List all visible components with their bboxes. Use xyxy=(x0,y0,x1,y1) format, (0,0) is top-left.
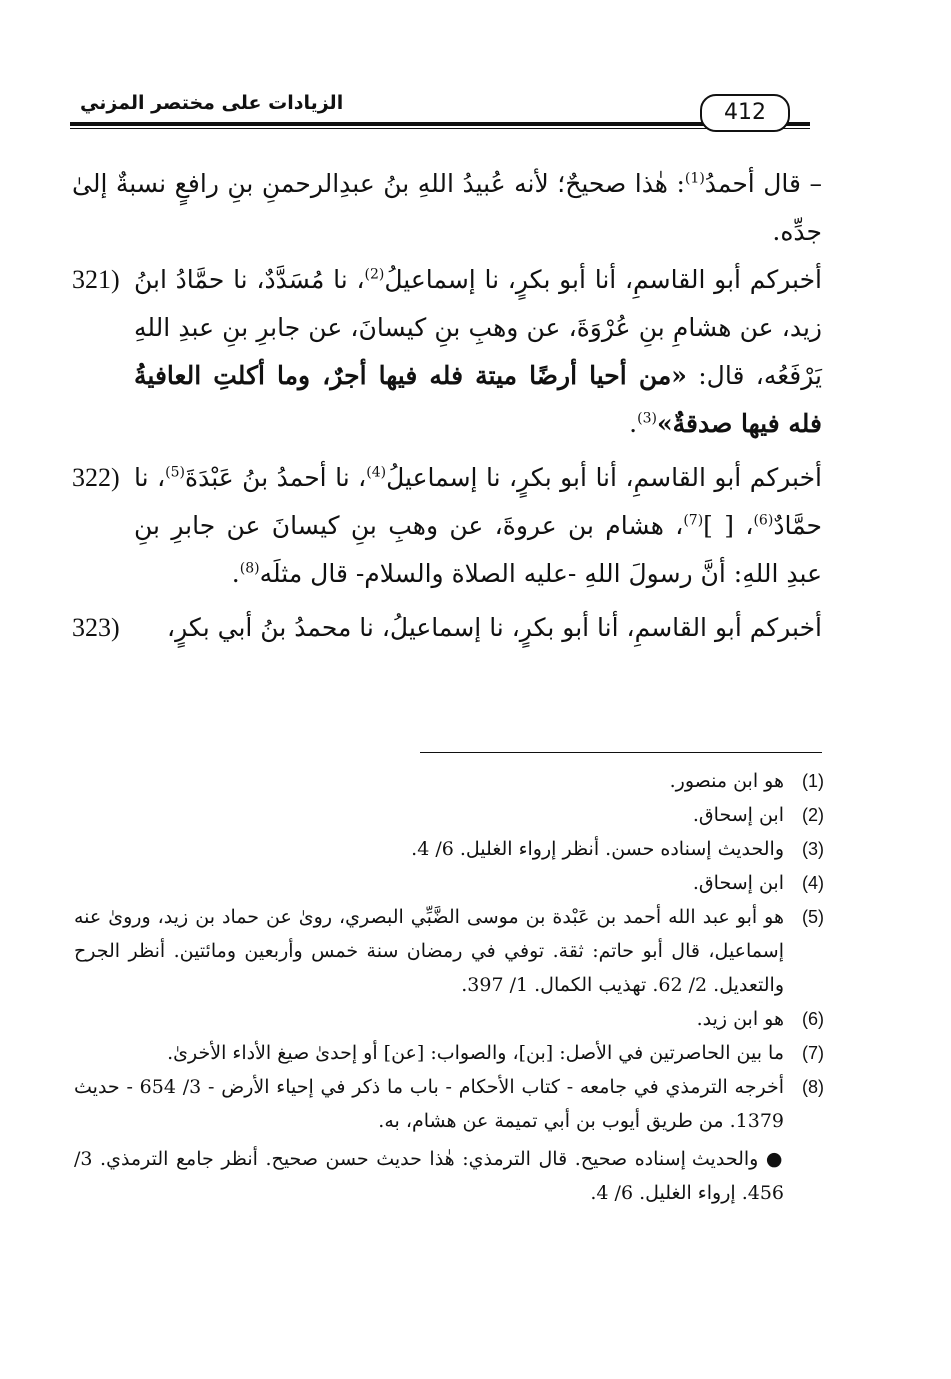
entry-number: 322) xyxy=(72,463,120,492)
footnote-bullet-note: ● والحديث إسناده صحيح. قال الترمذي: هٰذا حديث حسن صحيح. أنظر جامع الترمذي. 3/ 456. إرواء الغليل. 6/ 4. xyxy=(74,1148,784,1204)
footnote-ref: (6) xyxy=(753,512,774,529)
footnote-ref: (4) xyxy=(366,464,387,481)
footnote-ref: (5) xyxy=(165,464,185,481)
footnote-ref: (3) xyxy=(637,410,657,427)
footnote-ref: (8) xyxy=(239,560,260,577)
main-text xyxy=(72,160,822,652)
entry-number: 321) xyxy=(72,265,120,294)
hadith-text: «من أحيا أرضًا ميتة فله فيها أجرٌ، وما أكلتِ العافيةُ فله فيها صدقةٌ» xyxy=(134,361,822,438)
footnote: (8) أخرجه الترمذي في جامعه - كتاب الأحكام - باب ما ذكر في إحياء الأرض - 3/ 654 - حديث 1379. من طريق أيوب بن أبي تميمة عن هشام، به. xyxy=(74,1076,824,1132)
footnote: (5) هو أبو عبد الله أحمد بن عَبْدة بن موسى الضَّبِّي البصري، روىٰ عن حماد بن زيد، وروىٰ عنه إسماعيل، قال أبو حاتم: ثقة. توفي في رمضان سنة خمس وأربعين ومائتين. أنظر الجرح والتعديل. 2/ 62. تهذيب الكمال. 1/ 397. xyxy=(74,906,824,996)
footnote: (4) ابن إسحاق. xyxy=(692,872,824,894)
footnote: (1) هو ابن منصور. xyxy=(669,770,824,792)
footnotes xyxy=(74,764,824,1210)
intro-paragraph: – قال أحمدُ$^{(1)}$: هٰذا صحيحٌ؛ لأنه عُبيدُ اللهِ بنُ عبدِالرحمنِ بنِ رافعٍ نسبةٌ إلىٰ جدِّه. xyxy=(72,169,822,246)
hadith-entry-322: أخبركم أبو القاسمِ، أنا أبو بكرٍ، نا إسماعيلُ$^{(4)}$، نا أحمدُ بنُ عَبْدَةَ$^{(5)}$، نا حمَّادٌ$^{(6)}$، [ ]$^{(7)}$، هشام بن عروةَ، عن وهبِ بنِ كيسانَ عن جابرِ بنِ عبدِ اللهِ: أنَّ رسولَ اللهِ -عليه الصلاة والسلام- قال مثلَه$^{(8)}$. 322) xyxy=(72,454,822,598)
footnote-ref: (7) xyxy=(683,512,704,529)
hadith-entry-323: أخبركم أبو القاسمِ، أنا أبو بكرٍ، نا إسماعيلُ، نا محمدُ بنُ أبي بكرٍ، 323) xyxy=(72,604,822,652)
page-header xyxy=(70,88,830,138)
entry-number: 323) xyxy=(72,613,120,642)
page-number: 412 xyxy=(700,94,790,132)
footnote: (3) والحديث إسناده حسن. أنظر إرواء الغليل. 6/ 4. xyxy=(411,838,824,860)
bullet-icon: ● xyxy=(765,1148,784,1170)
footnote-ref: (2) xyxy=(364,266,385,283)
footnote: (7) ما بين الحاصرتين في الأصل: [بن]، والصواب: [عن] أو إحدىٰ صيغ الأداء الأخرىٰ. xyxy=(167,1042,824,1064)
header-rule-thin xyxy=(70,128,810,129)
footnote-separator xyxy=(420,752,822,753)
book-title: الزيادات على مختصر المزني xyxy=(76,88,347,118)
hadith-entry-321: أخبركم أبو القاسمِ، أنا أبو بكرٍ، نا إسماعيلُ$^{(2)}$، نا مُسَدَّدٌ، نا حمَّادُ ابنُ زيد، عن هشامِ بنِ عُرْوَةَ، عن وهبِ بنِ كيسانَ، عن جابرِ بنِ عبدِ اللهِ يَرْفَعُه، قال: «من أحيا أرضًا ميتة فله فيها أجرٌ، وما أكلتِ العافيةُ فله فيها صدقةٌ»$^{(3)}$. 321) xyxy=(72,256,822,448)
header-rule xyxy=(70,122,810,126)
footnote: (2) ابن إسحاق. xyxy=(692,804,824,826)
footnote-ref: (1) xyxy=(684,170,705,187)
footnote: (6) هو ابن زيد. xyxy=(696,1008,824,1030)
